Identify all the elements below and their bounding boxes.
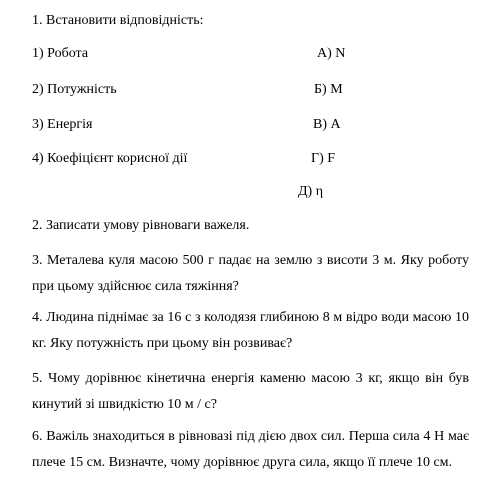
task6: 6. Важіль знаходиться в рівновазі під дією двох сил. Перша сила 4 Н має плече 15 см. Визначте, чому дорівнює друга сила, якщо її плече 10 см. — [32, 429, 469, 470]
task3: 3. Металева куля масою 500 г падає на землю з висоти 3 м. Яку роботу при цьому здійснює сила тяжіння? — [32, 253, 469, 294]
match-right-d: Г) F — [311, 151, 336, 166]
match-right-e: Д) η — [298, 184, 324, 199]
task5: 5. Чому дорівнює кінетична енергія каменю масою 3 кг, якщо він був кинутий зі швидкістю 10 м / с? — [32, 371, 469, 412]
task4: 4. Людина піднімає за 16 с з колодязя глибиною 8 м відро води масою 10 кг. Яку потужність при цьому він розвиває? — [32, 310, 469, 351]
match-right-b: Б) M — [314, 82, 343, 97]
match-left-2: 2) Потужність — [32, 82, 117, 97]
match-right-a: А) N — [317, 46, 346, 61]
match-left-4: 4) Коефіцієнт корисної дії — [32, 151, 188, 166]
task2: 2. Записати умову рівноваги важеля. — [32, 218, 250, 233]
task1-title: 1. Встановити відповідність: — [32, 13, 204, 28]
match-left-1: 1) Робота — [32, 46, 89, 61]
match-left-3: 3) Енергія — [32, 117, 93, 132]
match-right-c: В) А — [313, 117, 341, 132]
